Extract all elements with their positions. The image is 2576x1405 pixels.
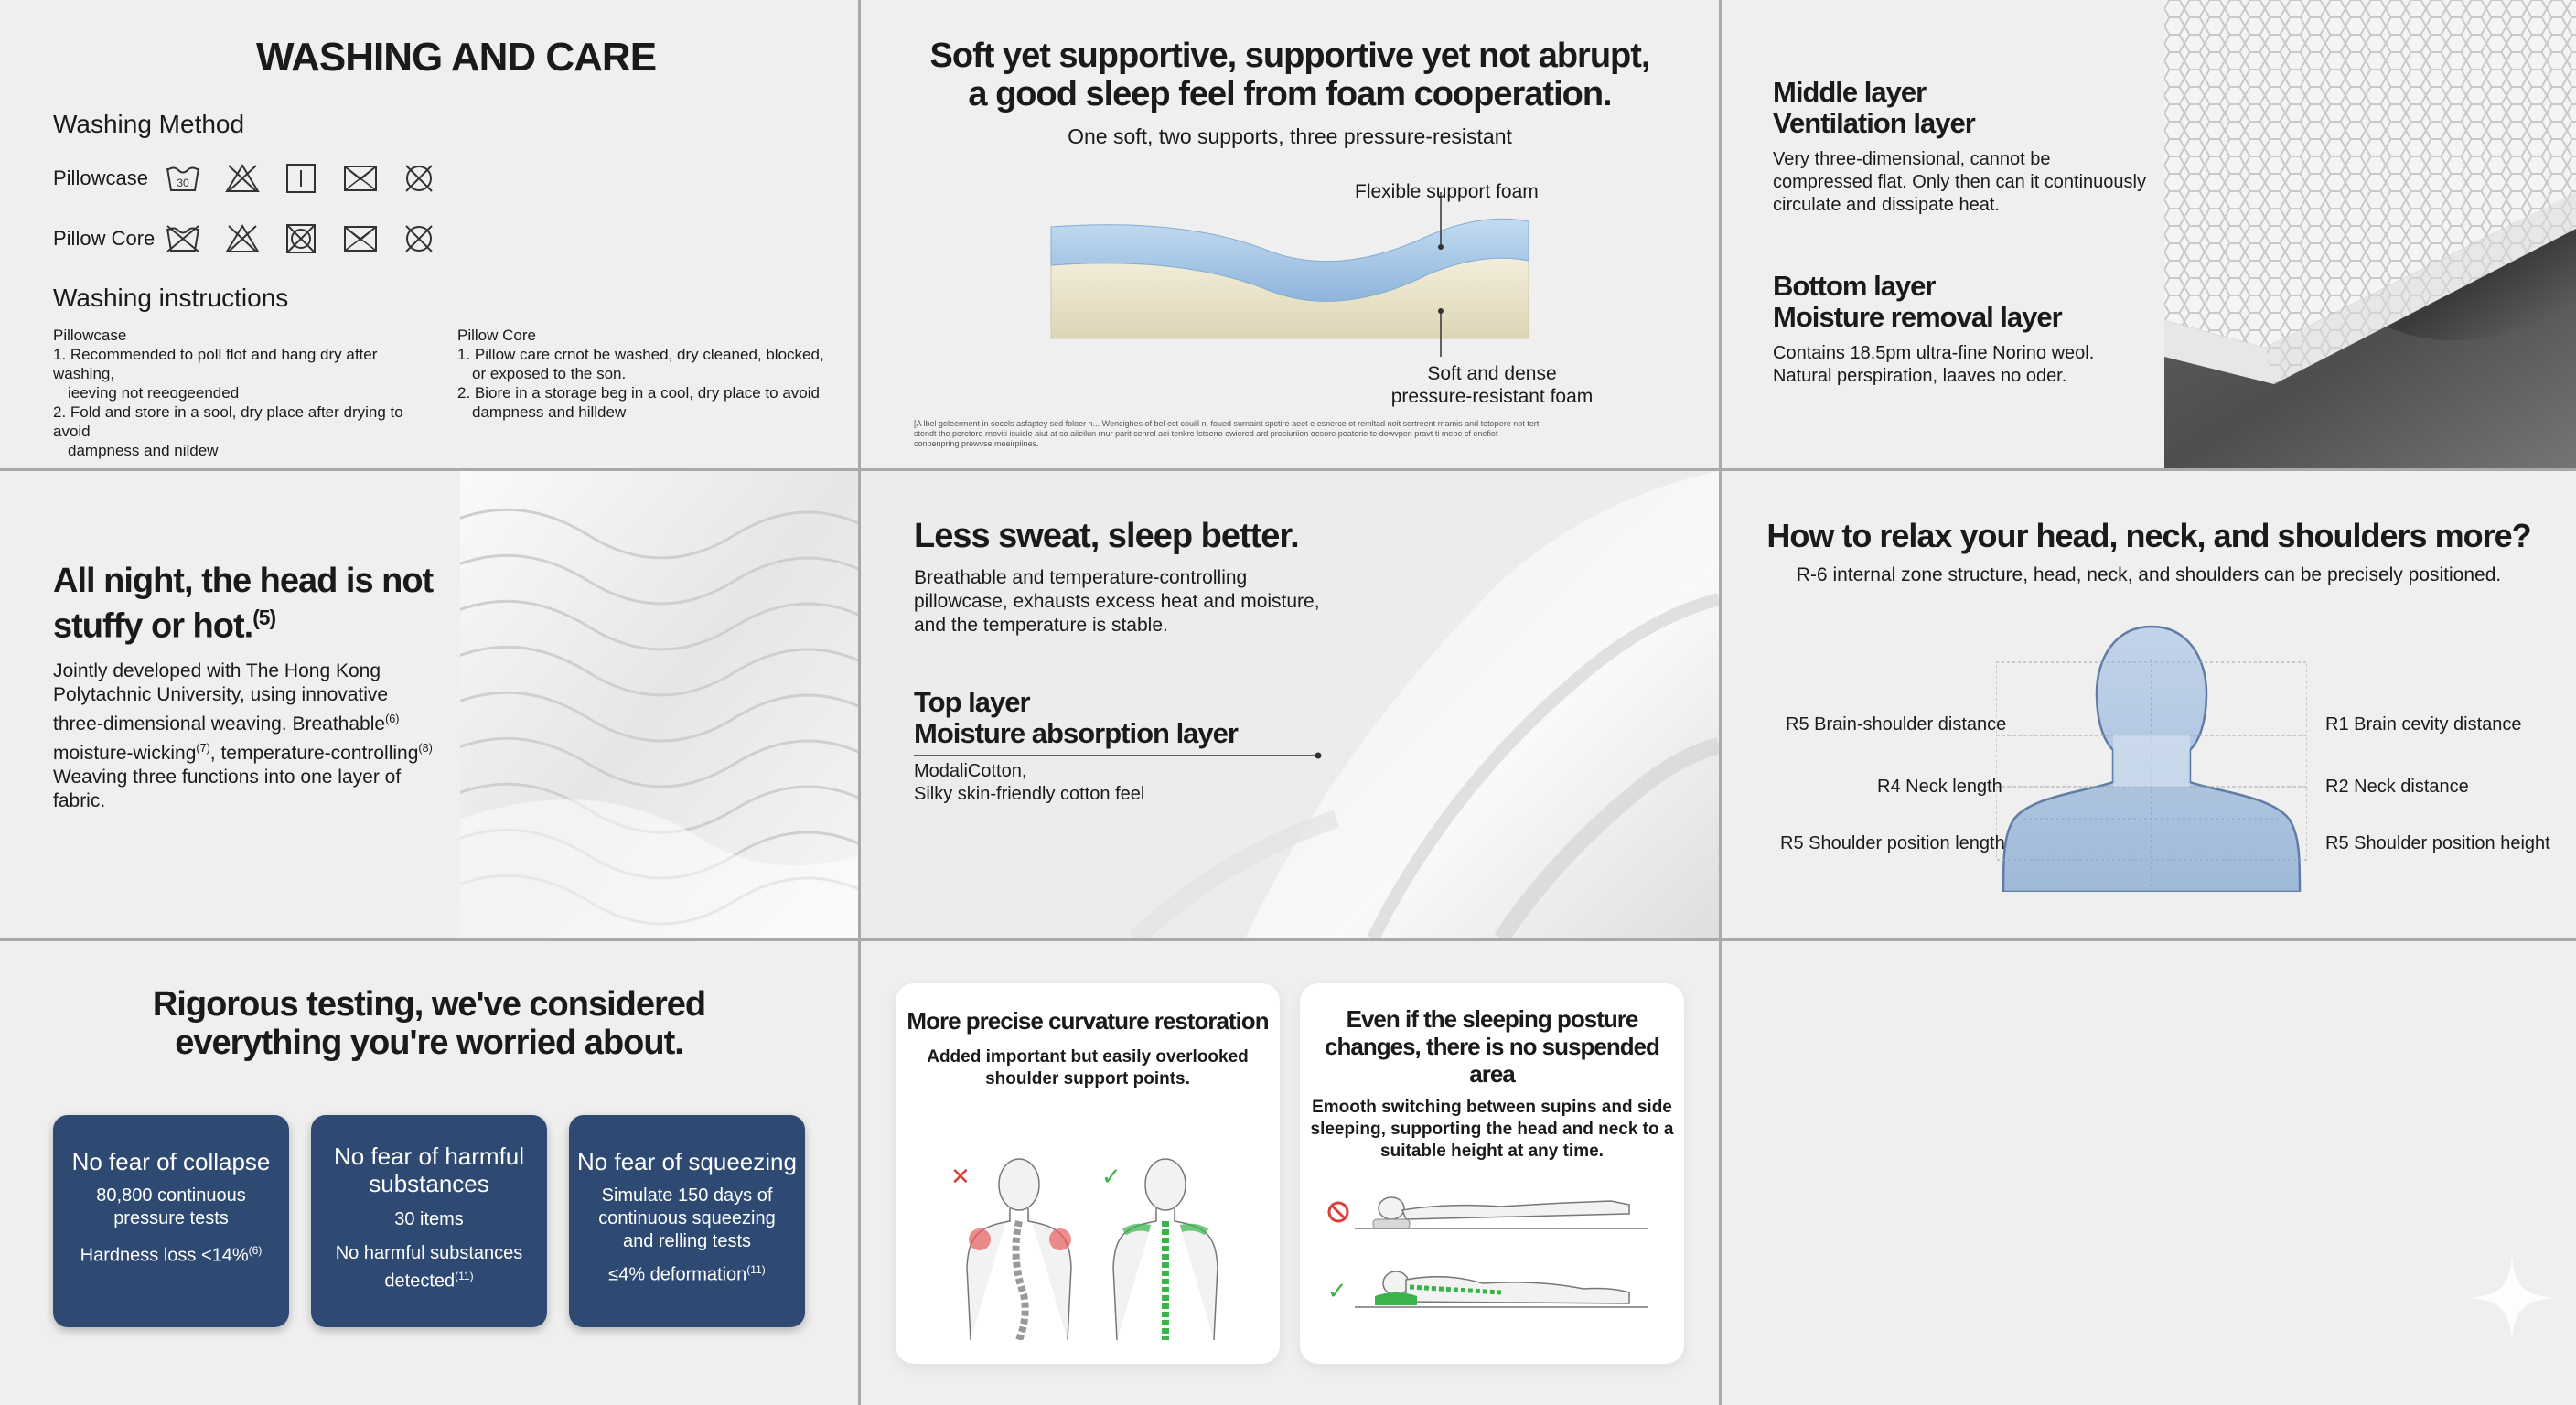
- incorrect-posture-figure: [950, 1159, 1071, 1340]
- correct-posture-figure: [1101, 1159, 1218, 1340]
- title-line: everything you're worried about.: [175, 1024, 683, 1062]
- panel-title: How to relax your head, neck, and shoulders more?: [1766, 517, 2531, 554]
- instruction-line: 1. Recommended to poll flot and hang dry after washing,: [53, 346, 378, 382]
- card-heading: No fear of squeezing: [577, 1148, 797, 1175]
- card-line: pressure tests: [113, 1208, 229, 1228]
- layer-heading: Ventilation layer: [1773, 107, 1975, 139]
- no-dry-clean-icon: [401, 223, 437, 254]
- panel-zone-structure: [1722, 471, 2576, 938]
- sleeping-posture-illustration: [1318, 1185, 1666, 1349]
- grid-divider-vertical: [858, 0, 861, 1405]
- desc-line: ModaliCotton,: [914, 761, 1027, 781]
- instruction-line: 1. Pillow care crnot be washed, dry cleaned, blocked,: [457, 346, 824, 363]
- desc-line: Very three-dimensional, cannot be: [1773, 149, 2051, 169]
- zone-label-left-2: R4 Neck length: [1877, 777, 2002, 797]
- card-line: suitable height at any time.: [1380, 1142, 1604, 1161]
- hang-dry-icon: [283, 163, 319, 194]
- card-line: sleeping, supporting the head and neck to a: [1310, 1120, 1674, 1139]
- check-icon: ✓: [1327, 1278, 1347, 1305]
- no-tumble-dry-icon: [283, 223, 319, 254]
- instruction-line: or exposed to the son.: [472, 365, 627, 382]
- layer-heading: Moisture absorption layer: [914, 717, 1238, 749]
- panel-title: [53, 563, 456, 645]
- card-heading: substances: [369, 1170, 489, 1197]
- desc-line: compressed flat. Only then can it continuously: [1773, 172, 2146, 192]
- fine-print-footnote: [914, 419, 1682, 449]
- desc-text: , temperature-controlling: [209, 743, 419, 764]
- woven-fabric-photo: [460, 471, 858, 938]
- card-line: No harmful substances: [335, 1243, 523, 1263]
- card-body: [569, 1185, 805, 1287]
- sparkle-icon: [2466, 1252, 2558, 1344]
- panel-subtitle: R-6 internal zone structure, head, neck, and shoulders can be precisely positioned.: [1796, 564, 2502, 585]
- pillowcase-instructions: [53, 326, 437, 460]
- grid-divider-horizontal: [0, 938, 2576, 941]
- card-text: Hardness loss <14%: [80, 1245, 249, 1266]
- footnote-line: [A lbel goleerment in socels asfaptey sed foloer n... Wencighes of bel ect couill n, foued surnaint spctire aeet e esnerce ot remltad noit sortreent rnamis and tetopere not tert: [914, 419, 1540, 428]
- title-text: stuffy or hot.: [53, 606, 253, 646]
- card-line: Simulate 150 days of: [601, 1185, 773, 1206]
- heading-line: changes, there is no suspended area: [1325, 1033, 1659, 1088]
- card-line: [53, 1239, 289, 1268]
- card-body: [53, 1185, 289, 1268]
- panel-foam-structure: [861, 0, 1719, 468]
- correct-sleep-figure: [1327, 1271, 1648, 1307]
- pillow-core-instructions: [457, 326, 842, 422]
- desc-line: Contains 18.5pm ultra-fine Norino weol.: [1773, 343, 2095, 363]
- card-line: and relling tests: [622, 1231, 752, 1251]
- desc-line: Silky skin-friendly cotton feel: [914, 784, 1145, 804]
- card-heading: More precise curvature restoration: [907, 1007, 1269, 1035]
- zone-label-right-2: R2 Neck distance: [2325, 777, 2469, 797]
- card-heading: No fear of harmful: [333, 1142, 525, 1170]
- no-wash-icon: [165, 223, 201, 254]
- label-line: pressure-resistant foam: [1390, 386, 1594, 407]
- instruction-line: 2. Fold and store in a sool, dry place after drying to avoid: [53, 403, 403, 440]
- card-curvature-restoration: [896, 983, 1280, 1364]
- dense-foam-label: [1355, 362, 1629, 408]
- card-line: [311, 1265, 547, 1293]
- washing-instructions-heading: Washing instructions: [53, 284, 289, 312]
- footnote-line: conpenpring prewvse meeirpiines.: [914, 439, 1039, 448]
- footnote-ref: (7): [196, 742, 210, 755]
- top-layer-description: [914, 760, 1144, 806]
- card-line: 80,800 continuous: [96, 1185, 246, 1206]
- card-line: [569, 1259, 805, 1287]
- wash-30-icon: [165, 163, 201, 194]
- bottom-layer-block: [1773, 271, 2175, 388]
- layer-heading: Bottom layer: [1773, 270, 1936, 302]
- footnote-ref: (11): [746, 1263, 766, 1276]
- panel-description: [53, 660, 465, 813]
- title-line: All night, the head is not: [53, 562, 434, 600]
- layer-description: [1773, 342, 2175, 388]
- card-line: 30 items: [394, 1209, 464, 1229]
- desc-line: fabric.: [53, 790, 106, 811]
- instruction-line: ieeving not reeogeended: [68, 384, 240, 402]
- layer-heading: Middle layer: [1773, 76, 1927, 108]
- instructions-title: Pillow Core: [457, 327, 536, 344]
- panel-curvature: [861, 941, 1719, 1405]
- pillow-core-row: [53, 223, 456, 256]
- footnote-ref: (6): [385, 713, 400, 725]
- desc-line: and the temperature is stable.: [914, 615, 1168, 636]
- instruction-line: 2. Biore in a storage beg in a cool, dry place to avoid: [457, 384, 820, 402]
- label-line: Soft and dense: [1427, 363, 1557, 384]
- no-dry-icon: [342, 223, 379, 254]
- card-text: detected: [384, 1271, 456, 1292]
- desc-line: Natural perspiration, laaves no oder.: [1773, 366, 2067, 386]
- desc-line: [53, 736, 465, 766]
- grid-divider-horizontal: [0, 468, 2576, 471]
- card-line: continuous squeezing: [598, 1208, 776, 1228]
- footnote-ref: (11): [455, 1270, 474, 1282]
- title-line: a good sleep feel from foam cooperation.: [968, 75, 1612, 113]
- no-bleach-icon: [224, 223, 261, 254]
- footnote-ref: (6): [248, 1244, 263, 1257]
- zone-label-left-3: R5 Shoulder position length: [1780, 833, 2005, 853]
- test-card-squeezing: [569, 1115, 805, 1327]
- footnote-ref: (8): [418, 742, 433, 755]
- title-line: [53, 599, 456, 645]
- panel-top-layer: [861, 471, 1719, 938]
- head-neck-shoulder-diagram: [1996, 622, 2307, 892]
- panel-washing-care: [0, 0, 858, 468]
- instruction-line: dampness and hilldew: [472, 403, 627, 421]
- panel-breathable-fabric: [0, 471, 858, 938]
- footnote-ref: (5): [252, 606, 276, 629]
- instructions-title: Pillowcase: [53, 327, 127, 344]
- desc-line: Jointly developed with The Hong Kong: [53, 660, 381, 681]
- card-text: ≤4% deformation: [608, 1264, 747, 1285]
- panel-empty: [1722, 941, 2576, 1405]
- card-body: [1300, 1097, 1684, 1163]
- desc-text: three-dimensional weaving. Breathable: [53, 713, 386, 735]
- zone-label-right-1: R1 Brain cevity distance: [2325, 714, 2522, 735]
- foam-layers-illustration: [1044, 174, 1556, 384]
- desc-text: moisture-wicking: [53, 743, 197, 764]
- panel-title: [0, 985, 858, 1062]
- card-body: [896, 1046, 1280, 1090]
- grid-divider-vertical: [1719, 0, 1722, 1405]
- panel-description: [914, 566, 1390, 638]
- panel-title: Less sweat, sleep better.: [914, 517, 1299, 555]
- title-line: Soft yet supportive, supportive yet not abrupt,: [929, 37, 1650, 75]
- card-heading: No fear of collapse: [71, 1148, 271, 1175]
- row-label: Pillow Core: [53, 227, 156, 250]
- card-heading: [1300, 1005, 1684, 1088]
- row-label: Pillowcase: [53, 166, 148, 189]
- card-line: shoulder support points.: [985, 1069, 1190, 1089]
- spine-comparison-illustration: [923, 1148, 1252, 1340]
- incorrect-sleep-figure: [1329, 1197, 1648, 1228]
- footnote-line: stendt the peretore rnoviti isuicle aiut at so aiieilun rnur parit cenrel aei tenkre lstseno ewiered ard prociuriien oesore peaterie te dowvpen pravt ti mebe cf enefiot: [914, 429, 1498, 438]
- card-line: Emooth switching between supins and side: [1312, 1098, 1672, 1117]
- zone-label-left-1: R5 Brain-shoulder distance: [1786, 714, 2007, 735]
- card-no-suspended-area: [1300, 983, 1684, 1364]
- heading-line: Even if the sleeping posture: [1346, 1005, 1638, 1033]
- desc-line: circulate and dissipate heat.: [1773, 195, 2000, 215]
- no-tumble-dry-icon: [342, 163, 379, 194]
- test-card-harmful-substances: [311, 1115, 547, 1327]
- cross-icon: ✕: [950, 1164, 971, 1191]
- desc-line: pillowcase, exhausts excess heat and moisture,: [914, 591, 1320, 612]
- card-line: Added important but easily overlooked: [927, 1047, 1249, 1067]
- panel-rigorous-testing: [0, 941, 858, 1405]
- panel-title: WASHING AND CARE: [256, 35, 657, 80]
- panel-subtitle: One soft, two supports, three pressure-resistant: [1068, 124, 1512, 148]
- callout-line: [914, 751, 1335, 760]
- washing-method-heading: Washing Method: [53, 110, 245, 138]
- no-dry-clean-icon: [401, 163, 437, 194]
- desc-line: [53, 707, 465, 736]
- desc-line: Polytachnic University, using innovative: [53, 684, 389, 705]
- title-line: Rigorous testing, we've considered: [152, 985, 706, 1024]
- panel-mesh-layers: [1722, 0, 2576, 468]
- zone-label-right-3: R5 Shoulder position height: [2325, 833, 2550, 853]
- check-icon: ✓: [1101, 1164, 1122, 1191]
- no-bleach-icon: [224, 163, 261, 194]
- layer-heading: Moisture removal layer: [1773, 301, 2062, 333]
- pillowcase-row: [53, 163, 456, 196]
- wash-temp-label: 30: [177, 177, 190, 189]
- layer-heading: Top layer: [914, 686, 1030, 718]
- middle-layer-block: [1773, 77, 2175, 217]
- top-layer-block: [914, 687, 1371, 749]
- desc-line: Breathable and temperature-controlling: [914, 567, 1248, 588]
- panel-title: [861, 37, 1719, 113]
- mesh-fabric-photo: [2164, 0, 2576, 468]
- flexible-foam-label: Flexible support foam: [1355, 181, 1539, 202]
- test-card-collapse: [53, 1115, 289, 1327]
- instruction-line: dampness and nildew: [68, 442, 219, 459]
- card-body: [311, 1208, 547, 1293]
- layer-description: [1773, 148, 2175, 217]
- desc-line: Weaving three functions into one layer of: [53, 767, 402, 788]
